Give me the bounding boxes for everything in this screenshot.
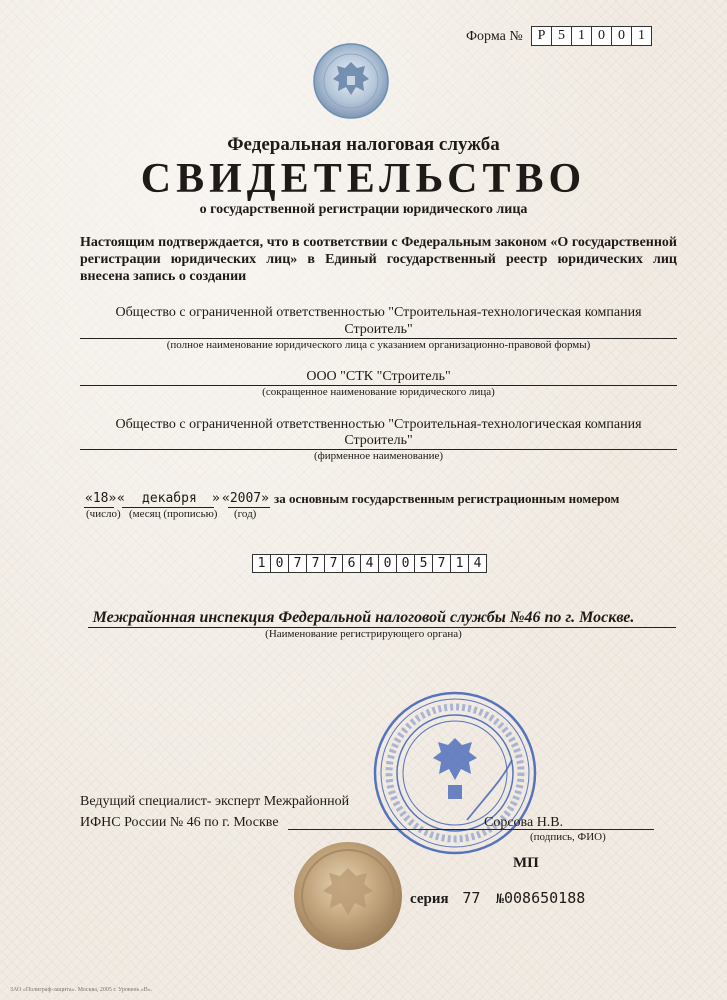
- registration-day: «18»: [85, 491, 117, 506]
- ogrn-digit: 7: [324, 554, 343, 573]
- form-digit: Р: [531, 26, 552, 46]
- form-digit: 0: [611, 26, 632, 46]
- printer-footer: ЗАО «Полиграф-защита». Москва, 2005 г. Уровень «В».: [10, 987, 153, 993]
- ogrn-digit: 0: [378, 554, 397, 573]
- series-label: серия: [410, 891, 449, 907]
- year-caption: (год): [234, 508, 257, 520]
- document-subtitle: о государственной регистрации юридического лица: [199, 202, 528, 217]
- registering-authority: Межрайонная инспекция Федеральной налоговой службы №46 по г. Москве.: [92, 609, 635, 626]
- ogrn-digit: 5: [414, 554, 433, 573]
- registration-number-boxes: [253, 554, 487, 573]
- month-close-quote: »: [212, 491, 220, 506]
- ogrn-digit: 0: [396, 554, 415, 573]
- form-digit: 5: [551, 26, 572, 46]
- ogrn-digit: 1: [450, 554, 469, 573]
- authority-caption: (Наименование регистрирующего органа): [265, 628, 462, 640]
- official-position-line2: ИФНС России № 46 по г. Москве: [80, 815, 279, 830]
- seal-place-label: МП: [513, 855, 539, 871]
- brand-name-line1: Общество с ограниченной ответственностью "Строительная-технологическая компания: [115, 417, 642, 432]
- registration-year: «2007»: [222, 491, 269, 506]
- short-name: ООО "СТК "Строитель": [306, 369, 451, 384]
- official-position-line1: Ведущий специалист- эксперт Межрайонной: [80, 794, 350, 809]
- signature-underline: [288, 829, 654, 830]
- round-stamp-icon: [372, 690, 538, 856]
- form-digit: 0: [591, 26, 612, 46]
- brand-name-line2: Строитель": [344, 433, 413, 448]
- form-digit: 1: [571, 26, 592, 46]
- issuing-agency: Федеральная налоговая служба: [227, 134, 500, 155]
- brand-name-caption: (фирменное наименование): [313, 450, 444, 462]
- form-number-boxes: [532, 26, 652, 46]
- full-name-line1: Общество с ограниченной ответственностью "Строительная-технологическая компания: [115, 305, 642, 320]
- ogrn-digit: 6: [342, 554, 361, 573]
- official-name: Сорсова Н.В.: [484, 815, 564, 830]
- form-number-label: Форма №: [466, 29, 523, 44]
- registration-tail: за основным государственным регистрационным номером: [274, 491, 620, 506]
- ogrn-digit: 7: [432, 554, 451, 573]
- month-open-quote: «: [117, 491, 125, 506]
- full-name-line2: Строитель": [344, 322, 413, 337]
- ogrn-digit: 4: [360, 554, 379, 573]
- document-title: СВИДЕТЕЛЬСТВО: [140, 156, 587, 202]
- ogrn-digit: 7: [288, 554, 307, 573]
- signature-caption: (подпись, ФИО): [530, 831, 606, 843]
- embossed-seal-icon: [292, 840, 404, 952]
- ogrn-digit: 1: [252, 554, 271, 573]
- ogrn-digit: 4: [468, 554, 487, 573]
- short-name-caption: (сокращенное наименование юридического лица): [262, 386, 495, 398]
- ogrn-digit: 0: [270, 554, 289, 573]
- form-digit: 1: [631, 26, 652, 46]
- intro-paragraph: Настоящим подтверждается, что в соответствии с Федеральным законом «О государственной регистрации юридических лиц» в Единый государственный реестр юридических лиц внесена запись о создании: [80, 235, 677, 284]
- certificate-number: 008650188: [504, 889, 586, 907]
- coat-of-arms-hologram-icon: [312, 42, 390, 120]
- series-value: 77: [462, 889, 481, 907]
- ogrn-digit: 7: [306, 554, 325, 573]
- day-caption: (число): [86, 508, 121, 520]
- registration-month: декабря: [142, 491, 197, 506]
- series-row: [410, 889, 585, 908]
- full-name-caption: (полное наименование юридического лица с указанием организационно-правовой формы): [166, 339, 591, 351]
- month-caption: (месяц (прописью): [129, 508, 218, 520]
- number-prefix: №: [496, 892, 504, 907]
